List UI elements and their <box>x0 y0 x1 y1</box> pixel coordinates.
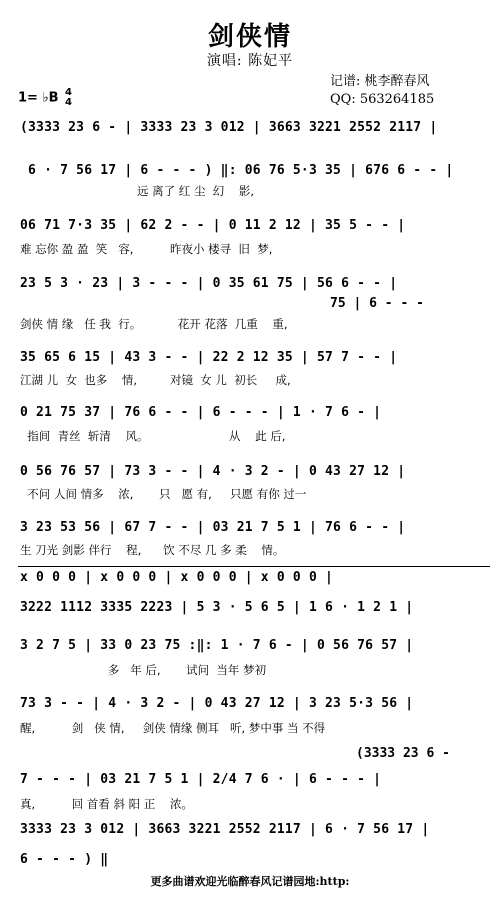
song-title: 剑侠情 <box>207 22 292 52</box>
lyric-line-13: 真, 回 首看 斜 阳 正 浓。 <box>20 797 193 811</box>
lyric-line-11: 多 年 后, 试问 当年 梦初 <box>20 663 267 677</box>
lyric-line-12: 醒, 剑 侠 情, 剑侠 情缘 侧耳 听, 梦中事 当 不得 <box>20 721 326 735</box>
score-line-5: 35 65 6 15 | 43 3 - - | 22 2 12 35 | 57 7 - - | <box>20 350 398 365</box>
score-line-6: 0 21 75 37 | 76 6 - - | 6 - - - | 1 · 7 6 - | <box>20 405 382 420</box>
time-top: 4 <box>65 87 73 98</box>
lyric-line-8: 生 刀光 剑影 伴行 程, 饮 不尽 几 多 柔 情。 <box>20 543 285 557</box>
lyric-line-6: 指间 青丝 斩清 风。 从 此 后, <box>20 429 286 443</box>
score-line-9: x 0 0 0 | x 0 0 0 | x 0 0 0 | x 0 0 0 | <box>20 570 334 585</box>
staff-rule-top <box>18 566 490 567</box>
lyric-line-2: 远 离了 红 尘 幻 影, <box>20 184 255 198</box>
lyric-line-7: 不问 人间 情多 浓, 只 愿 有, 只愿 有你 过一 <box>20 487 307 501</box>
score-line-4: 23 5 3 · 23 | 3 - - - | 0 35 61 75 | 56 6 - - | <box>20 276 398 291</box>
qq-contact: QQ: 563264185 <box>330 92 435 107</box>
score-line-12: 73 3 - - | 4 · 3 2 - | 0 43 27 12 | 3 23 5·3 56 | <box>20 696 414 711</box>
score-line-1: (3333 23 6 - | 3333 23 3 012 | 3663 3221 2552 2117 | <box>20 120 438 135</box>
transcriber-credit: 记谱: 桃李醉春风 <box>330 74 430 89</box>
score-line-13: 7 - - - | 03 21 7 5 1 | 2/4 7 6 · | 6 - - - | <box>20 772 382 787</box>
score-line-2: 6 · 7 56 17 | 6 - - - ) ‖: 06 76 5·3 35 | 676 6 - - | <box>20 163 454 178</box>
singer-credit: 演唱: 陈妃平 <box>206 53 294 69</box>
score-line-15: 6 - - - ) ‖ <box>20 852 109 867</box>
key-signature <box>18 88 72 108</box>
score-line-13-intro: (3333 23 6 - <box>356 746 450 761</box>
time-bottom: 4 <box>65 97 73 108</box>
score-line-3: 06 71 7·3 35 | 62 2 - - | 0 11 2 12 | 35 5 - - | <box>20 218 406 233</box>
score-line-14: 3333 23 3 012 | 3663 3221 2552 2117 | 6 · 7 56 17 | <box>20 822 430 837</box>
key-label: 1= ♭B <box>18 90 59 106</box>
footer-note: 更多曲谱欢迎光临醉春风记谱园地:http: <box>150 875 350 888</box>
score-line-10: 3222 1112 3335 2223 | 5 3 · 5 6 5 | 1 6 · 1 2 1 | <box>20 600 414 615</box>
score-line-8: 3 23 53 56 | 67 7 - - | 03 21 7 5 1 | 76 6 - - | <box>20 520 406 535</box>
score-line-11: 3 2 7 5 | 33 0 23 75 :‖: 1 · 7 6 - | 0 56 76 57 | <box>20 638 414 653</box>
lyric-line-3: 难 忘你 盈 盈 笑 容, 昨夜小 楼寻 旧 梦, <box>20 242 273 256</box>
score-line-7: 0 56 76 57 | 73 3 - - | 4 · 3 2 - | 0 43 27 12 | <box>20 464 406 479</box>
time-signature <box>65 88 72 108</box>
lyric-line-4: 剑侠 情 缘 任 我 行。 花开 花落 几重 重, <box>20 317 288 331</box>
score-line-4-alt: 75 | 6 - - - <box>330 296 424 311</box>
lyric-line-5: 江湖 儿 女 也多 情, 对镜 女 儿 初长 成, <box>20 373 291 387</box>
